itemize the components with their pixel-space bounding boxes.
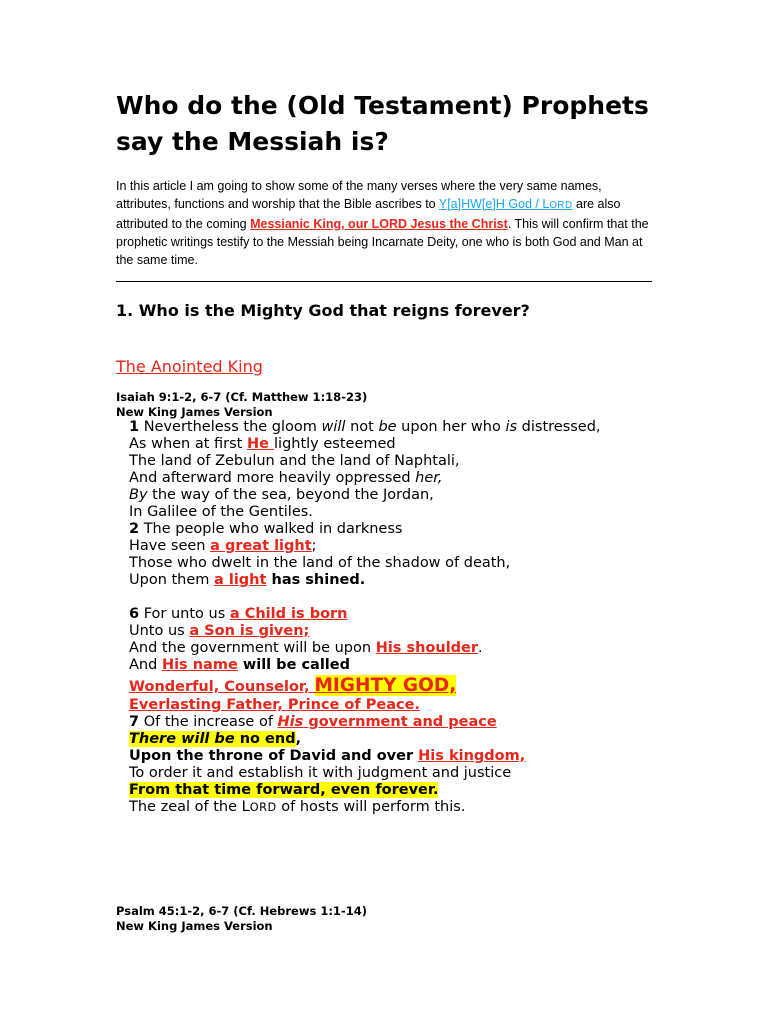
passage-reference — [116, 390, 367, 420]
verse-emphasis: His shoulder — [375, 640, 479, 656]
verse-italic: will — [321, 419, 346, 435]
verse-italic: There will be — [129, 731, 235, 747]
lord-smallcaps: ORD — [249, 801, 277, 814]
verse-line: In Galilee of the Gentiles. — [129, 504, 313, 520]
passage-citation: Isaiah 9:1-2, 6-7 (Cf. Matthew 1:18-23) — [116, 390, 368, 404]
verse-bold: , — [295, 731, 302, 747]
verse-bold: has shined. — [266, 572, 366, 588]
verse-line — [129, 799, 689, 816]
verse-italic: be — [378, 419, 397, 435]
verse-text: The zeal of the L — [129, 799, 250, 815]
verse-line — [129, 697, 689, 714]
passage-reference-psalm — [116, 904, 367, 934]
highlighted-phrase: From that time forward, even forever. — [129, 782, 439, 798]
verse-number: 7 — [129, 714, 140, 730]
verse-line — [129, 748, 689, 765]
passage-version: New King James Version — [116, 919, 273, 933]
stanza-gap — [129, 589, 689, 606]
subheading-anointed-king[interactable]: The Anointed King — [116, 357, 263, 376]
verse-line: Those who dwelt in the land of the shadow of death, — [129, 555, 511, 571]
mighty-god-emphasis: MIGHTY GOD, — [314, 675, 457, 696]
verse-italic: is — [505, 419, 518, 435]
verse-line — [129, 606, 689, 623]
verse-text: distressed, — [517, 419, 601, 435]
verse-number: 2 — [129, 521, 140, 537]
passage-citation: Psalm 45:1-2, 6-7 (Cf. Hebrews 1:1-14) — [116, 904, 367, 918]
verse-line — [129, 657, 689, 674]
verse-number: 6 — [129, 606, 140, 622]
highlighted-phrase — [129, 731, 296, 747]
verse-text: And afterward more heavily oppressed — [129, 470, 416, 486]
messiah-link[interactable]: Messianic King, our LORD Jesus the Christ — [250, 217, 508, 231]
verse-line — [129, 623, 689, 640]
intro-text-3: . This will confirm that the prophetic writings testify to the Messiah being Incarnate Deity, one who is both God and Man at the same time. — [116, 217, 649, 267]
verse-line — [129, 782, 689, 799]
verse-italic: By — [129, 487, 148, 503]
verse-text: of hosts will perform this. — [276, 799, 466, 815]
verse-text: Nevertheless the gloom — [139, 419, 322, 435]
verse-emphasis: a great light — [210, 538, 312, 554]
verse-line — [129, 572, 689, 589]
intro-text-2: are also attributed to the coming — [116, 197, 621, 231]
verse-italic: her, — [415, 470, 443, 486]
verse-emphasis: a Son is given; — [189, 623, 310, 639]
verse-line — [129, 436, 689, 453]
verse-emphasis: government and peace — [303, 714, 497, 730]
scripture-passage — [129, 419, 689, 816]
verse-line — [129, 419, 689, 436]
verse-text: The people who walked in darkness — [139, 521, 403, 537]
verse-line — [129, 674, 689, 697]
verse-emphasis: a light — [214, 572, 267, 588]
verse-emphasis: a Child is born — [229, 606, 348, 622]
verse-line — [129, 714, 689, 731]
verse-text: lightly esteemed — [274, 436, 396, 452]
verse-text: Have seen — [129, 538, 211, 554]
verse-bold: Upon the throne of David and over — [129, 748, 419, 764]
passage-version: New King James Version — [116, 405, 273, 419]
page-title: Who do the (Old Testament) Prophets say the Messiah is? — [116, 91, 649, 156]
verse-line — [129, 521, 689, 538]
verse-text: upon her who — [396, 419, 506, 435]
intro-text-1: In this article I am going to show some of the many verses where the very same names, attributes, functions and worship that the Bible ascribes to — [116, 179, 602, 211]
verse-text: For unto us — [139, 606, 230, 622]
section-heading: 1. Who is the Mighty God that reigns forever? — [116, 301, 530, 320]
verse-emphasis: He — [246, 436, 275, 452]
verse-emphasis: Wonderful, Counselor, — [129, 679, 315, 695]
verse-emphasis: His kingdom, — [418, 748, 526, 764]
verse-text: And the government will be upon — [129, 640, 376, 656]
lord-smallcaps: ORD — [549, 200, 573, 211]
verse-text: And — [129, 657, 162, 673]
verse-number: 1 — [129, 419, 140, 435]
verse-line — [129, 640, 689, 657]
verse-text: . — [478, 640, 483, 656]
verse-text: not — [345, 419, 379, 435]
verse-text: the way of the sea, beyond the Jordan, — [147, 487, 434, 503]
intro-paragraph — [116, 177, 656, 269]
verse-line — [129, 538, 689, 555]
verse-text: As when at first — [129, 436, 247, 452]
verse-line: To order it and establish it with judgment and justice — [129, 765, 512, 781]
verse-text: Of the increase of — [139, 714, 278, 730]
verse-emphasis: His name — [161, 657, 238, 673]
verse-emphasis: His — [277, 714, 304, 730]
verse-text: Upon them — [129, 572, 215, 588]
yahweh-link[interactable] — [439, 197, 573, 211]
verse-line: The land of Zebulun and the land of Naphtali, — [129, 453, 460, 469]
verse-line — [129, 470, 689, 487]
verse-line — [129, 731, 689, 748]
verse-bold: will be called — [237, 657, 350, 673]
verse-text: ; — [311, 538, 317, 554]
verse-emphasis: Everlasting Father, Prince of Peace. — [129, 697, 420, 713]
verse-bold: no end — [234, 731, 296, 747]
horizontal-divider — [116, 281, 652, 282]
yahweh-link-text: Y[a]HW[e]H God / L — [438, 197, 550, 211]
verse-line — [129, 487, 689, 504]
verse-text: Unto us — [129, 623, 190, 639]
